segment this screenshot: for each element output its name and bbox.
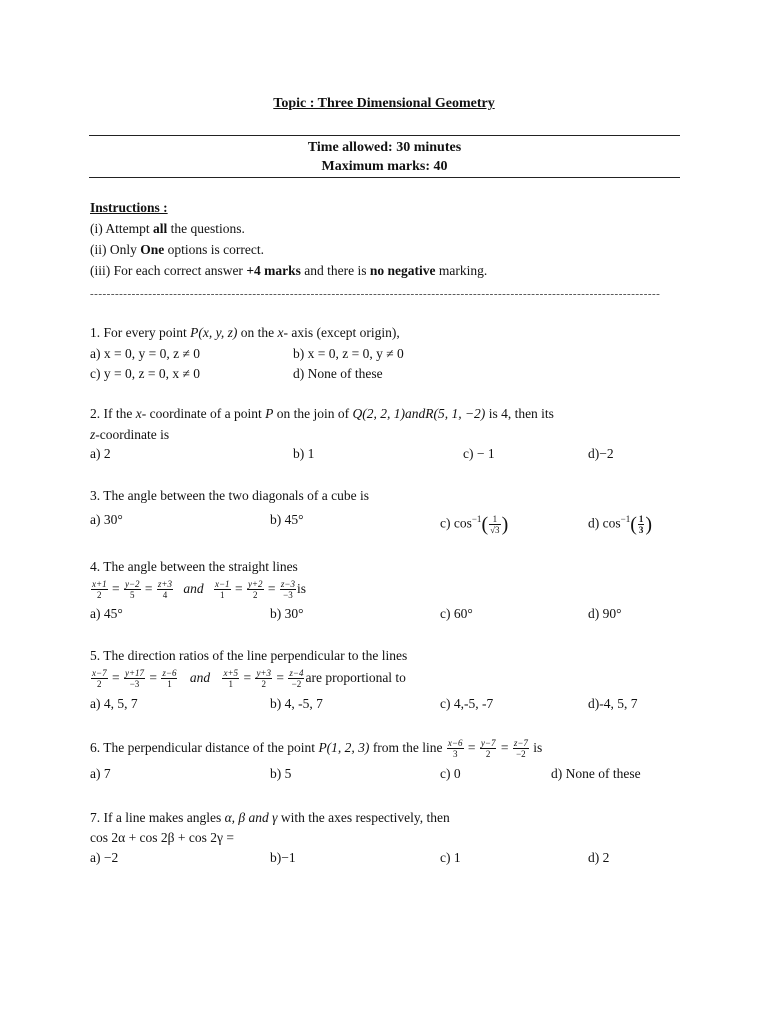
q3-option-b[interactable]: b) 45° xyxy=(270,512,304,527)
q5-frac-4-den: 1 xyxy=(228,679,234,690)
q5-frac-3-num: z−6 xyxy=(162,668,177,679)
q5-frac-1-den: 2 xyxy=(97,679,102,690)
q5-option-b[interactable]: b) 4, -5, 7 xyxy=(270,696,323,711)
q4-frac-3-den: 4 xyxy=(162,590,168,601)
q3-d-paren-open: ( xyxy=(630,513,637,536)
q2-option-b[interactable]: b) 1 xyxy=(293,446,315,461)
q3-d-sup: −1 xyxy=(620,514,631,524)
q1-point: P(x, y, z) xyxy=(190,325,238,340)
q6-frac-3-den: −2 xyxy=(516,749,526,760)
instruction-3 xyxy=(90,261,487,281)
q2-and: and xyxy=(404,406,426,421)
instruction-2-bold: One xyxy=(140,242,165,257)
q3-option-d[interactable] xyxy=(588,506,652,537)
q5-eq-2: = xyxy=(149,670,158,685)
q4-frac-1-num: x+1 xyxy=(92,579,107,590)
q1-option-c[interactable]: c) y = 0, z = 0, x ≠ 0 xyxy=(90,366,200,381)
q4-frac-4-num: x−1 xyxy=(214,579,230,590)
instruction-1-bold: all xyxy=(153,221,168,236)
q5-frac-1-num: x−7 xyxy=(92,668,107,679)
q7-option-c[interactable]: c) 1 xyxy=(440,850,461,865)
q2-x: x xyxy=(135,406,142,421)
q4-frac-3 xyxy=(157,579,173,600)
q5-frac-6 xyxy=(288,668,304,689)
q6-is: is xyxy=(529,740,543,755)
q4-and: and xyxy=(183,581,204,596)
q6-text-a: 6. The perpendicular distance of the point xyxy=(90,740,319,755)
q1-text-c: - axis (except origin), xyxy=(283,325,400,340)
q5-option-a[interactable]: a) 4, 5, 7 xyxy=(90,696,138,711)
instruction-1 xyxy=(90,219,245,239)
q4-frac-5-num: y+2 xyxy=(247,579,263,590)
q4-option-d[interactable]: d) 90° xyxy=(588,606,622,621)
q2-text-a: 2. If the xyxy=(90,406,136,421)
q4-option-c[interactable]: c) 60° xyxy=(440,606,473,621)
divider-top xyxy=(89,135,680,136)
q2-text-c: on the join of xyxy=(273,406,353,421)
maximum-marks: Maximum marks: 40 xyxy=(321,159,448,174)
q2-r-point: R(5, 1, −2) xyxy=(425,406,486,421)
q4-eq-2: = xyxy=(144,581,153,596)
q3-c-paren-close: ) xyxy=(501,513,509,536)
q3-option-a[interactable]: a) 30° xyxy=(90,512,123,527)
q2-text-d: is 4, then its xyxy=(485,406,554,421)
q4-eq-3: = xyxy=(234,581,243,596)
instruction-2-text-c: options is correct. xyxy=(164,242,264,257)
q6-point: P(1, 2, 3) xyxy=(318,740,370,755)
q4-option-a[interactable]: a) 45° xyxy=(90,606,123,621)
q7-option-b[interactable]: b)−1 xyxy=(270,850,296,865)
q4-frac-3-num: z+3 xyxy=(157,579,172,590)
question-7 xyxy=(90,808,450,828)
q6-option-b[interactable]: b) 5 xyxy=(270,766,292,781)
q5-eq-4: = xyxy=(276,670,285,685)
instruction-1-number: (i) xyxy=(90,221,103,236)
instruction-3-text-c: and there is xyxy=(300,263,370,278)
instruction-3-text-e: marking. xyxy=(435,263,488,278)
instruction-1-text-a: Attempt xyxy=(102,221,153,236)
q5-and: and xyxy=(189,670,211,685)
q2-text-b: - coordinate of a point xyxy=(141,406,266,421)
q5-frac-5-num: y+3 xyxy=(256,668,272,679)
q5-frac-6-num: z−4 xyxy=(289,668,304,679)
q4-frac-1 xyxy=(91,579,108,600)
q6-option-c[interactable]: c) 0 xyxy=(440,766,461,781)
q1-option-d[interactable]: d) None of these xyxy=(293,366,383,381)
q5-equation xyxy=(90,666,406,690)
q3-d-fraction xyxy=(638,514,645,535)
question-1 xyxy=(90,323,400,343)
q6-frac-1-den: 3 xyxy=(452,749,458,760)
question-5: 5. The direction ratios of the line perpendicular to the lines xyxy=(90,648,408,663)
q4-frac-4 xyxy=(214,579,231,600)
q5-option-d[interactable]: d)-4, 5, 7 xyxy=(588,696,638,711)
q4-frac-6-den: −3 xyxy=(283,590,293,601)
q4-eq-1: = xyxy=(111,581,120,596)
q1-option-b[interactable]: b) x = 0, z = 0, y ≠ 0 xyxy=(293,346,404,361)
q2-q-point: Q(2, 2, 1) xyxy=(352,406,405,421)
q2-option-d[interactable]: d)−2 xyxy=(588,446,614,461)
q4-frac-5 xyxy=(247,579,264,600)
instruction-2-number: (ii) xyxy=(90,242,107,257)
instruction-3-bold-negative: no negative xyxy=(369,263,436,278)
dashed-separator: ----------------------------------------------------------------------------------------------------------------------------------------- xyxy=(90,288,661,300)
q5-frac-5 xyxy=(255,668,272,689)
q3-d-num: 1 xyxy=(638,513,644,524)
q5-frac-3 xyxy=(161,668,177,689)
q3-d-paren-close: ) xyxy=(645,513,653,536)
q5-eq-1: = xyxy=(111,670,120,685)
q5-frac-4-num: x+5 xyxy=(223,668,239,679)
q5-tail: are proportional to xyxy=(305,670,406,685)
q2-p: P xyxy=(265,406,274,421)
q6-frac-1-num: x−6 xyxy=(447,738,463,749)
q6-frac-3-num: z−7 xyxy=(513,738,528,749)
q4-option-b[interactable]: b) 30° xyxy=(270,606,304,621)
q3-c-cos: c) cos xyxy=(440,515,472,531)
question-6 xyxy=(90,736,542,760)
q7-expression: cos 2α + cos 2β + cos 2γ = xyxy=(90,830,234,845)
q3-option-c[interactable] xyxy=(440,506,508,537)
q6-text-b: from the line xyxy=(369,740,446,755)
q1-x: x xyxy=(277,325,284,340)
q5-frac-3-den: 1 xyxy=(167,679,172,690)
question-4: 4. The angle between the straight lines xyxy=(90,559,298,574)
instruction-2 xyxy=(90,240,264,260)
q6-eq-2: = xyxy=(500,740,509,755)
divider-bottom xyxy=(89,177,680,178)
q1-text-b: on the xyxy=(237,325,278,340)
q5-frac-5-den: 2 xyxy=(261,679,266,690)
q3-c-den: √3 xyxy=(490,524,500,535)
question-2 xyxy=(90,404,554,424)
q7-angles: α, β and γ xyxy=(224,810,278,825)
q6-option-a[interactable]: a) 7 xyxy=(90,766,111,781)
q4-frac-5-den: 2 xyxy=(252,590,258,601)
q4-frac-1-den: 2 xyxy=(97,590,102,601)
q2-option-a[interactable]: a) 2 xyxy=(90,446,111,461)
q7-text-a: 7. If a line makes angles xyxy=(90,810,225,825)
q5-eq-3: = xyxy=(243,670,252,685)
q6-frac-3 xyxy=(513,738,529,759)
q3-d-cos: d) cos xyxy=(588,515,621,531)
q5-frac-2-num: y+17 xyxy=(124,668,145,679)
q4-is: is xyxy=(296,581,306,596)
q6-frac-1 xyxy=(447,738,464,759)
q7-option-a[interactable]: a) −2 xyxy=(90,850,119,865)
q3-c-paren-open: ( xyxy=(481,513,489,536)
q5-frac-6-den: −2 xyxy=(291,679,302,690)
instructions-heading: Instructions : xyxy=(90,200,168,215)
q1-text-a: 1. For every point xyxy=(90,325,191,340)
q3-c-sup: −1 xyxy=(471,514,482,524)
q1-option-a[interactable]: a) x = 0, y = 0, z ≠ 0 xyxy=(90,346,200,361)
q5-frac-2 xyxy=(124,668,145,689)
q5-option-c[interactable]: c) 4,-5, -7 xyxy=(440,696,494,711)
q6-option-d[interactable]: d) None of these xyxy=(551,766,641,781)
q7-option-d[interactable]: d) 2 xyxy=(588,850,610,865)
q6-frac-2-num: y−7 xyxy=(480,738,496,749)
q3-c-fraction xyxy=(489,514,500,535)
q4-frac-6-num: z−3 xyxy=(280,579,295,590)
q7-text-b: with the axes respectively, then xyxy=(277,810,450,825)
instruction-3-text-a: For each correct answer xyxy=(110,263,247,278)
q2-z: z xyxy=(90,427,96,442)
q2-option-c[interactable]: c) − 1 xyxy=(463,446,495,461)
q6-eq-1: = xyxy=(467,740,476,755)
q6-frac-2-den: 2 xyxy=(485,749,491,760)
instruction-3-number: (iii) xyxy=(90,263,111,278)
instruction-1-text-c: the questions. xyxy=(167,221,245,236)
q4-equation xyxy=(90,577,306,601)
q5-frac-2-den: −3 xyxy=(129,679,140,690)
q3-c-num: 1 xyxy=(489,514,500,525)
page-title: Topic : Three Dimensional Geometry xyxy=(273,96,495,111)
q4-frac-2-den: 5 xyxy=(129,590,135,601)
q2-text-e: -coordinate is xyxy=(95,427,170,442)
q5-frac-1 xyxy=(91,668,108,689)
instruction-2-text-a: Only xyxy=(106,242,141,257)
question-2-line-2 xyxy=(90,425,169,445)
q6-frac-2 xyxy=(480,738,497,759)
q4-frac-2 xyxy=(124,579,141,600)
question-3: 3. The angle between the two diagonals of a cube is xyxy=(90,488,370,503)
q5-frac-4 xyxy=(222,668,239,689)
q4-eq-4: = xyxy=(267,581,276,596)
instruction-3-bold-marks: +4 marks xyxy=(246,263,301,278)
q3-d-den: 3 xyxy=(638,524,644,535)
q4-frac-6 xyxy=(280,579,296,600)
time-allowed: Time allowed: 30 minutes xyxy=(307,140,462,155)
q4-frac-2-num: y−2 xyxy=(124,579,140,590)
q4-frac-4-den: 1 xyxy=(220,590,225,601)
